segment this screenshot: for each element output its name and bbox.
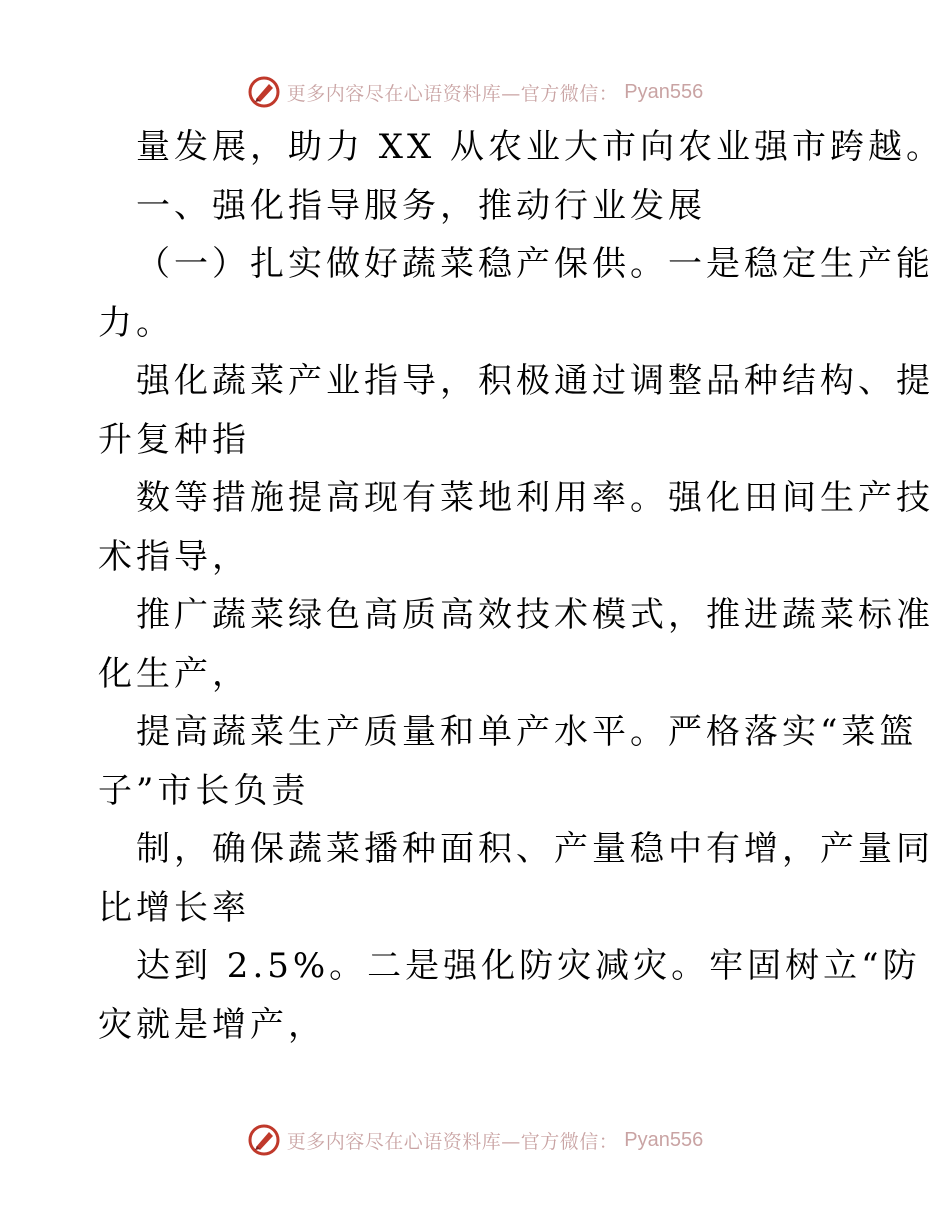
footer-watermark [0, 1120, 950, 1160]
text-line: 制，确保蔬菜播种面积、产量稳中有增，产量同 [136, 829, 934, 869]
text-line: 强化蔬菜产业指导，积极通过调整品种结构、提 [136, 361, 934, 401]
text-line: 达到 2.5%。二是强化防灾减灾。牢固树立“防 [136, 946, 921, 986]
text-line: 数等措施提高现有菜地利用率。强化田间生产技 [136, 478, 934, 518]
pen-logo-icon [247, 75, 281, 109]
watermark [247, 75, 703, 109]
watermark [247, 1123, 703, 1157]
text-line: 子”市长负责 [98, 770, 310, 811]
text-line: 推广蔬菜绿色高质高效技术模式，推进蔬菜标准 [136, 595, 934, 635]
text-line: 化生产， [98, 653, 250, 694]
document-body [98, 118, 945, 1054]
watermark-code: Pyan556 [624, 80, 704, 103]
watermark-text: 更多内容尽在心语资料库—官方微信： [286, 1130, 619, 1153]
text-line: 术指导， [98, 536, 250, 577]
watermark-code: Pyan556 [624, 1128, 704, 1151]
text-line: 灾就是增产， [98, 1004, 326, 1045]
text-line: 力。 [98, 302, 174, 343]
pen-logo-icon [247, 1123, 281, 1157]
text-line: 升复种指 [98, 419, 250, 460]
watermark-text: 更多内容尽在心语资料库—官方微信： [286, 82, 619, 105]
section-heading: 一、强化指导服务，推动行业发展 [136, 185, 706, 226]
header-watermark [0, 72, 950, 112]
text-line: 量发展，助力 XX 从农业大市向农业强市跨越。 [136, 127, 945, 167]
text-line: 提高蔬菜生产质量和单产水平。严格落实“菜篮 [136, 712, 918, 752]
text-line: 比增长率 [98, 887, 250, 928]
text-line: （一）扎实做好蔬菜稳产保供。一是稳定生产能 [136, 244, 934, 284]
